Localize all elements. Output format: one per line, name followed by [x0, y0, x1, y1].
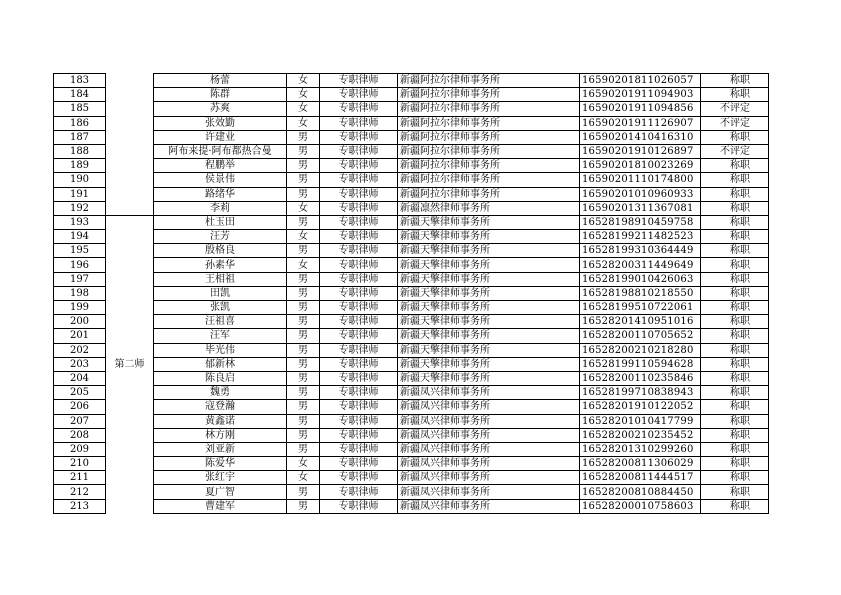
law-firm-cell: 新疆天擎律师事务所: [398, 286, 580, 300]
license-number-cell: 16528200811444517: [580, 471, 701, 485]
license-number-cell: 16528200010758603: [580, 499, 701, 513]
gender-cell: 女: [287, 74, 320, 88]
license-number-cell: 16590201911126907: [580, 116, 701, 130]
division-cell-group1: [106, 74, 154, 216]
evaluation-result-cell: 称职: [701, 414, 769, 428]
gender-cell: 男: [287, 414, 320, 428]
lawyer-type-cell: 专职律师: [320, 230, 398, 244]
law-firm-cell: 新疆凤兴律师事务所: [398, 471, 580, 485]
lawyer-name-cell: 苏爽: [154, 102, 287, 116]
row-number-cell: 197: [54, 272, 106, 286]
row-number-cell: 208: [54, 428, 106, 442]
table-row[interactable]: [54, 244, 769, 258]
table-row[interactable]: [54, 286, 769, 300]
row-number-cell: 189: [54, 159, 106, 173]
row-number-cell: 201: [54, 329, 106, 343]
license-number-cell: 16590201311367081: [580, 201, 701, 215]
table-row[interactable]: [54, 187, 769, 201]
table-row[interactable]: [54, 74, 769, 88]
evaluation-result-cell: 称职: [701, 286, 769, 300]
lawyer-type-cell: 专职律师: [320, 471, 398, 485]
law-firm-cell: 新疆凛然律师事务所: [398, 201, 580, 215]
lawyer-type-cell: 专职律师: [320, 386, 398, 400]
lawyer-type-cell: 专职律师: [320, 215, 398, 229]
table-row[interactable]: [54, 400, 769, 414]
gender-cell: 男: [287, 329, 320, 343]
evaluation-result-cell: 称职: [701, 130, 769, 144]
gender-cell: 女: [287, 471, 320, 485]
license-number-cell: 16590201911094903: [580, 88, 701, 102]
evaluation-result-cell: 称职: [701, 428, 769, 442]
law-firm-cell: 新疆阿拉尔律师事务所: [398, 130, 580, 144]
lawyer-name-cell: 王相祖: [154, 272, 287, 286]
evaluation-result-cell: 称职: [701, 485, 769, 499]
license-number-cell: 16528200110235846: [580, 371, 701, 385]
evaluation-result-cell: 称职: [701, 88, 769, 102]
gender-cell: 女: [287, 102, 320, 116]
row-number-cell: 185: [54, 102, 106, 116]
lawyer-name-cell: 黄鑫诺: [154, 414, 287, 428]
row-number-cell: 194: [54, 230, 106, 244]
evaluation-result-cell: 称职: [701, 400, 769, 414]
row-number-cell: 192: [54, 201, 106, 215]
evaluation-result-cell: 不评定: [701, 116, 769, 130]
license-number-cell: 16590201410416310: [580, 130, 701, 144]
table-row[interactable]: [54, 272, 769, 286]
lawyer-type-cell: 专职律师: [320, 144, 398, 158]
law-firm-cell: 新疆天擎律师事务所: [398, 244, 580, 258]
gender-cell: 男: [287, 130, 320, 144]
law-firm-cell: 新疆天擎律师事务所: [398, 230, 580, 244]
evaluation-result-cell: 称职: [701, 244, 769, 258]
license-number-cell: 16528200311449649: [580, 258, 701, 272]
law-firm-cell: 新疆阿拉尔律师事务所: [398, 173, 580, 187]
law-firm-cell: 新疆天擎律师事务所: [398, 357, 580, 371]
license-number-cell: 16528200811306029: [580, 457, 701, 471]
license-number-cell: 16590201810023269: [580, 159, 701, 173]
evaluation-result-cell: 称职: [701, 386, 769, 400]
gender-cell: 男: [287, 400, 320, 414]
law-firm-cell: 新疆天擎律师事务所: [398, 301, 580, 315]
lawyer-name-cell: 殷格良: [154, 244, 287, 258]
lawyer-name-cell: 杜玉田: [154, 215, 287, 229]
license-number-cell: 16528200210218280: [580, 343, 701, 357]
lawyer-type-cell: 专职律师: [320, 116, 398, 130]
gender-cell: 男: [287, 187, 320, 201]
lawyer-name-cell: 陈良启: [154, 371, 287, 385]
license-number-cell: 16528200810884450: [580, 485, 701, 499]
lawyer-type-cell: 专职律师: [320, 357, 398, 371]
law-firm-cell: 新疆凤兴律师事务所: [398, 499, 580, 513]
lawyer-type-cell: 专职律师: [320, 159, 398, 173]
lawyer-name-cell: 张效勤: [154, 116, 287, 130]
lawyer-type-cell: 专职律师: [320, 329, 398, 343]
evaluation-result-cell: 称职: [701, 315, 769, 329]
lawyer-type-cell: 专职律师: [320, 400, 398, 414]
license-number-cell: 16528199510722061: [580, 301, 701, 315]
table-row[interactable]: [54, 485, 769, 499]
row-number-cell: 187: [54, 130, 106, 144]
row-number-cell: 186: [54, 116, 106, 130]
license-number-cell: 16528199010426063: [580, 272, 701, 286]
law-firm-cell: 新疆阿拉尔律师事务所: [398, 144, 580, 158]
row-number-cell: 200: [54, 315, 106, 329]
table-row[interactable]: [54, 215, 769, 229]
lawyer-name-cell: 毕光伟: [154, 343, 287, 357]
lawyer-type-cell: 专职律师: [320, 74, 398, 88]
license-number-cell: 16528198810218550: [580, 286, 701, 300]
table-row[interactable]: [54, 414, 769, 428]
row-number-cell: 199: [54, 301, 106, 315]
lawyer-name-cell: 魏勇: [154, 386, 287, 400]
table-row[interactable]: [54, 116, 769, 130]
gender-cell: 男: [287, 286, 320, 300]
license-number-cell: 16528200210235452: [580, 428, 701, 442]
table-row[interactable]: [54, 457, 769, 471]
license-number-cell: 16528201010417799: [580, 414, 701, 428]
gender-cell: 女: [287, 201, 320, 215]
gender-cell: 男: [287, 215, 320, 229]
row-number-cell: 191: [54, 187, 106, 201]
table-row[interactable]: [54, 499, 769, 513]
lawyer-evaluation-table: [53, 73, 769, 514]
lawyer-name-cell: 刘亚新: [154, 442, 287, 456]
lawyer-name-cell: 林方刚: [154, 428, 287, 442]
row-number-cell: 207: [54, 414, 106, 428]
license-number-cell: 16590201110174800: [580, 173, 701, 187]
lawyer-type-cell: 专职律师: [320, 457, 398, 471]
lawyer-name-cell: 陈爱华: [154, 457, 287, 471]
row-number-cell: 202: [54, 343, 106, 357]
gender-cell: 女: [287, 116, 320, 130]
evaluation-result-cell: 称职: [701, 301, 769, 315]
law-firm-cell: 新疆凤兴律师事务所: [398, 485, 580, 499]
row-number-cell: 195: [54, 244, 106, 258]
table-row[interactable]: [54, 88, 769, 102]
evaluation-result-cell: 称职: [701, 272, 769, 286]
license-number-cell: 16528201310299260: [580, 442, 701, 456]
evaluation-result-cell: 称职: [701, 159, 769, 173]
gender-cell: 男: [287, 144, 320, 158]
lawyer-name-cell: 汪芳: [154, 230, 287, 244]
lawyer-type-cell: 专职律师: [320, 88, 398, 102]
row-number-cell: 196: [54, 258, 106, 272]
gender-cell: 女: [287, 230, 320, 244]
lawyer-type-cell: 专职律师: [320, 301, 398, 315]
lawyer-name-cell: 寇登瀚: [154, 400, 287, 414]
evaluation-result-cell: 称职: [701, 258, 769, 272]
lawyer-name-cell: 陈群: [154, 88, 287, 102]
table-row[interactable]: [54, 130, 769, 144]
law-firm-cell: 新疆阿拉尔律师事务所: [398, 88, 580, 102]
evaluation-result-cell: 称职: [701, 215, 769, 229]
law-firm-cell: 新疆阿拉尔律师事务所: [398, 74, 580, 88]
lawyer-type-cell: 专职律师: [320, 414, 398, 428]
row-number-cell: 198: [54, 286, 106, 300]
gender-cell: 男: [287, 499, 320, 513]
lawyer-name-cell: 张凯: [154, 301, 287, 315]
law-firm-cell: 新疆阿拉尔律师事务所: [398, 187, 580, 201]
law-firm-cell: 新疆阿拉尔律师事务所: [398, 159, 580, 173]
lawyer-type-cell: 专职律师: [320, 286, 398, 300]
law-firm-cell: 新疆天擎律师事务所: [398, 215, 580, 229]
gender-cell: 男: [287, 371, 320, 385]
evaluation-result-cell: 称职: [701, 471, 769, 485]
law-firm-cell: 新疆凤兴律师事务所: [398, 414, 580, 428]
table-row[interactable]: [54, 428, 769, 442]
table-row[interactable]: [54, 442, 769, 456]
gender-cell: 男: [287, 343, 320, 357]
license-number-cell: 16528199211482523: [580, 230, 701, 244]
evaluation-result-cell: 称职: [701, 357, 769, 371]
lawyer-name-cell: 张红宇: [154, 471, 287, 485]
gender-cell: 男: [287, 315, 320, 329]
table-row[interactable]: [54, 371, 769, 385]
table-body: [54, 74, 769, 514]
row-number-cell: 184: [54, 88, 106, 102]
row-number-cell: 193: [54, 215, 106, 229]
row-number-cell: 188: [54, 144, 106, 158]
lawyer-type-cell: 专职律师: [320, 428, 398, 442]
lawyer-type-cell: 专职律师: [320, 272, 398, 286]
evaluation-result-cell: 称职: [701, 457, 769, 471]
table-row[interactable]: [54, 159, 769, 173]
law-firm-cell: 新疆凤兴律师事务所: [398, 428, 580, 442]
lawyer-type-cell: 专职律师: [320, 102, 398, 116]
table-row[interactable]: [54, 201, 769, 215]
lawyer-type-cell: 专职律师: [320, 130, 398, 144]
law-firm-cell: 新疆阿拉尔律师事务所: [398, 102, 580, 116]
gender-cell: 男: [287, 386, 320, 400]
gender-cell: 男: [287, 159, 320, 173]
law-firm-cell: 新疆阿拉尔律师事务所: [398, 116, 580, 130]
license-number-cell: 16590201811026057: [580, 74, 701, 88]
license-number-cell: 16528200110705652: [580, 329, 701, 343]
lawyer-type-cell: 专职律师: [320, 485, 398, 499]
lawyer-type-cell: 专职律师: [320, 343, 398, 357]
table-row[interactable]: [54, 102, 769, 116]
evaluation-result-cell: 称职: [701, 329, 769, 343]
evaluation-result-cell: 称职: [701, 201, 769, 215]
evaluation-result-cell: 称职: [701, 499, 769, 513]
table-row[interactable]: [54, 315, 769, 329]
row-number-cell: 190: [54, 173, 106, 187]
gender-cell: 男: [287, 442, 320, 456]
lawyer-name-cell: 路绪华: [154, 187, 287, 201]
gender-cell: 女: [287, 258, 320, 272]
table-row[interactable]: [54, 343, 769, 357]
license-number-cell: 16590201010960933: [580, 187, 701, 201]
lawyer-name-cell: 许建业: [154, 130, 287, 144]
law-firm-cell: 新疆天擎律师事务所: [398, 329, 580, 343]
lawyer-type-cell: 专职律师: [320, 173, 398, 187]
license-number-cell: 16528201910122052: [580, 400, 701, 414]
gender-cell: 男: [287, 357, 320, 371]
law-firm-cell: 新疆天擎律师事务所: [398, 272, 580, 286]
lawyer-name-cell: 田凯: [154, 286, 287, 300]
license-number-cell: 16528199110594628: [580, 357, 701, 371]
evaluation-result-cell: 称职: [701, 442, 769, 456]
evaluation-result-cell: 称职: [701, 230, 769, 244]
license-number-cell: 16528198910459758: [580, 215, 701, 229]
gender-cell: 男: [287, 485, 320, 499]
license-number-cell: 16528201410951016: [580, 315, 701, 329]
lawyer-type-cell: 专职律师: [320, 315, 398, 329]
table-row[interactable]: [54, 230, 769, 244]
evaluation-result-cell: 不评定: [701, 102, 769, 116]
table-row[interactable]: [54, 173, 769, 187]
row-number-cell: 183: [54, 74, 106, 88]
lawyer-type-cell: 专职律师: [320, 244, 398, 258]
gender-cell: 男: [287, 244, 320, 258]
lawyer-name-cell: 夏广智: [154, 485, 287, 499]
row-number-cell: 209: [54, 442, 106, 456]
row-number-cell: 204: [54, 371, 106, 385]
evaluation-result-cell: 称职: [701, 371, 769, 385]
lawyer-type-cell: 专职律师: [320, 201, 398, 215]
license-number-cell: 16590201911094856: [580, 102, 701, 116]
law-firm-cell: 新疆凤兴律师事务所: [398, 400, 580, 414]
lawyer-name-cell: 郁新林: [154, 357, 287, 371]
law-firm-cell: 新疆凤兴律师事务所: [398, 442, 580, 456]
row-number-cell: 213: [54, 499, 106, 513]
row-number-cell: 210: [54, 457, 106, 471]
license-number-cell: 16590201910126897: [580, 144, 701, 158]
license-number-cell: 16528199310364449: [580, 244, 701, 258]
lawyer-name-cell: 阿布来提·阿布都热合曼: [154, 144, 287, 158]
law-firm-cell: 新疆天擎律师事务所: [398, 343, 580, 357]
lawyer-type-cell: 专职律师: [320, 187, 398, 201]
table-row[interactable]: [54, 357, 769, 371]
evaluation-result-cell: 称职: [701, 343, 769, 357]
table-row[interactable]: [54, 329, 769, 343]
evaluation-result-cell: 称职: [701, 187, 769, 201]
table-row[interactable]: [54, 258, 769, 272]
table-row[interactable]: [54, 471, 769, 485]
row-number-cell: 205: [54, 386, 106, 400]
lawyer-name-cell: 汪军: [154, 329, 287, 343]
lawyer-name-cell: 汪祖喜: [154, 315, 287, 329]
law-firm-cell: 新疆凤兴律师事务所: [398, 386, 580, 400]
license-number-cell: 16528199710838943: [580, 386, 701, 400]
gender-cell: 女: [287, 457, 320, 471]
lawyer-type-cell: 专职律师: [320, 258, 398, 272]
row-number-cell: 211: [54, 471, 106, 485]
gender-cell: 女: [287, 88, 320, 102]
gender-cell: 男: [287, 272, 320, 286]
table-row[interactable]: [54, 144, 769, 158]
evaluation-result-cell: 称职: [701, 173, 769, 187]
evaluation-result-cell: 不评定: [701, 144, 769, 158]
division-cell-second-division: 第二师: [106, 215, 154, 513]
row-number-cell: 206: [54, 400, 106, 414]
lawyer-name-cell: 杨蕾: [154, 74, 287, 88]
lawyer-name-cell: 程鹏举: [154, 159, 287, 173]
gender-cell: 男: [287, 301, 320, 315]
lawyer-type-cell: 专职律师: [320, 371, 398, 385]
law-firm-cell: 新疆天擎律师事务所: [398, 315, 580, 329]
lawyer-type-cell: 专职律师: [320, 499, 398, 513]
lawyer-name-cell: 李莉: [154, 201, 287, 215]
evaluation-result-cell: 称职: [701, 74, 769, 88]
lawyer-name-cell: 孙素华: [154, 258, 287, 272]
law-firm-cell: 新疆凤兴律师事务所: [398, 457, 580, 471]
table-row[interactable]: [54, 386, 769, 400]
law-firm-cell: 新疆天擎律师事务所: [398, 371, 580, 385]
law-firm-cell: 新疆天擎律师事务所: [398, 258, 580, 272]
gender-cell: 男: [287, 428, 320, 442]
lawyer-name-cell: 曹建军: [154, 499, 287, 513]
row-number-cell: 203: [54, 357, 106, 371]
table-row[interactable]: [54, 301, 769, 315]
row-number-cell: 212: [54, 485, 106, 499]
lawyer-name-cell: 侯景伟: [154, 173, 287, 187]
lawyer-type-cell: 专职律师: [320, 442, 398, 456]
gender-cell: 男: [287, 173, 320, 187]
